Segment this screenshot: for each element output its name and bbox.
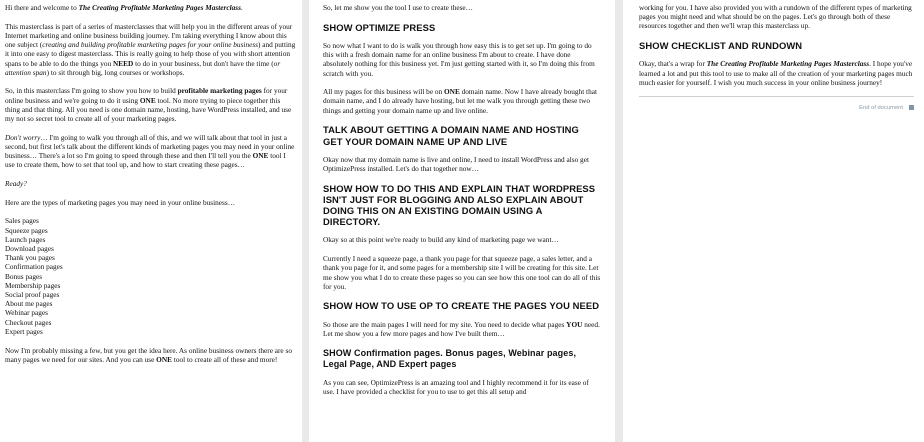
heading-use-op: SHOW HOW TO USE OP TO CREATE THE PAGES YOU NEED <box>323 300 600 312</box>
closing-text-b: tool to create all of these and more! <box>171 354 278 364</box>
para3-text-a: … I'm going to walk you through all of this, and we will talk about that tool in just a second, but first let's talk about the different kinds of marketing pages you may need in your online business… There's a lot so I'm going to speed through these and then I'll tell you the <box>5 132 295 161</box>
list-item: Sales pages <box>5 216 39 226</box>
para1-need: NEED <box>113 58 134 68</box>
para2-strong: profitable marketing pages <box>177 86 262 96</box>
wrap-text-b: . I hope you've learned a lot and put this tool to use to make all of the creation of your marketing pages much much easier for yourself. I wish you much success in your online business journey! <box>639 59 913 87</box>
heading-checklist: SHOW CHECKLIST AND RUNDOWN <box>639 40 803 52</box>
resources-paragraph: working for you. I have also provided you with a rundown of the different types of marketing pages you might need and what should be on the pages. Let's go through both of these resources together and then we'll wrap this masterclass up. <box>639 3 912 31</box>
para3-one: ONE <box>252 151 269 161</box>
main-pages-text-b: need. Let me show you a few more pages and how I've built them… <box>323 319 600 338</box>
para1-emphasis-1: creating and building profitable marketing pages for your online business <box>42 40 259 50</box>
closing-one: ONE <box>156 354 172 364</box>
list-item: Membership pages <box>5 280 61 290</box>
ready-paragraph <box>5 179 296 188</box>
para1-text-c: to do in your business, but don't have the time ( <box>133 58 274 68</box>
recommendation-paragraph: As you can see, OptimizePress is an amazing tool and I highly recommend it for its ease of use. I have provided a checklist for you to use to get this all setup and <box>323 377 589 397</box>
intro-end: . <box>240 3 243 12</box>
heading-confirmation-pages: SHOW Confirmation pages. Bonus pages, Webinar pages, Legal Page, AND Expert pages <box>323 347 577 369</box>
para3-text-b: tool I use to create them, how to set that tool up, and how to start creating these pages… <box>5 151 286 170</box>
heading-domain-hosting: TALK ABOUT GETTING A DOMAIN NAME AND HOSTING GET YOUR DOMAIN NAME UP AND LIVE <box>323 124 579 147</box>
ready-build-paragraph: Okay so at this point we're ready to build any kind of marketing page we want… <box>323 235 559 245</box>
para1-text-b: ) and putting it into one easy to digest masterclass. This is really going to help those of you with short attention spans to be able to do the things you <box>5 40 296 68</box>
ready-text: Ready? <box>5 179 27 189</box>
para1-text-a: This masterclass is part of a series of masterclasses that will help you in the different areas of your Internet marketing and online business building journey. I'm taking everything I know about this one subject ( <box>5 21 293 50</box>
intro-paragraph <box>5 3 296 12</box>
masterclass-title: The Creating Profitable Marketing Pages Masterclass <box>78 3 241 12</box>
main-pages-paragraph <box>323 320 601 338</box>
domain-one: ONE <box>444 87 460 97</box>
domain-text-b: domain name. Now I have already bought that domain name, and I do already have hosting, but let me walk you through getting these two things and getting your domain name up and live online. <box>323 87 597 115</box>
heading-optimize-press: SHOW OPTIMIZE PRESS <box>323 21 436 33</box>
para2-one: ONE <box>139 95 156 105</box>
list-item: About me pages <box>5 299 53 309</box>
list-item: Webinar pages <box>5 308 48 318</box>
tool-intro-paragraph: So, let me show you the tool I use to create these… <box>323 3 473 12</box>
document-page-3 <box>623 0 924 442</box>
para2-text-c: tool. No more trying to piece together this thing and that thing. All you need is one domain name, hosting, have WordPress installed, and use my not so secret tool to create all of your marketing pages. <box>5 95 292 124</box>
page-types-list <box>5 216 296 336</box>
list-item: Expert pages <box>5 326 43 336</box>
para2-text-b: for your online business and we're going to do it using <box>5 86 288 105</box>
heading-wordpress: SHOW HOW TO DO THIS AND EXPLAIN THAT WORDPRESS ISN'T JUST FOR BLOGGING AND ALSO EXPLAIN ABOUT DOING THIS ON AN EXISTING DOMAIN USING A DIRECTORY. <box>323 182 596 228</box>
document-page-2 <box>309 0 615 442</box>
dont-worry-emphasis: Don't worry <box>5 132 41 142</box>
end-of-document-label: End of document <box>859 105 903 112</box>
document-page-1 <box>0 0 302 442</box>
list-item: Thank you pages <box>5 253 55 263</box>
main-pages-text-a: So those are the main pages I will need for my site. You need to decide what pages <box>323 319 567 329</box>
wrap-paragraph <box>639 59 914 87</box>
install-paragraph: Okay now that my domain name is live and online, I need to install WordPress and also get OptimizePress installed. Let's do that together now… <box>323 154 589 173</box>
dont-worry-paragraph <box>5 133 296 170</box>
closing-paragraph <box>5 346 296 364</box>
list-item: Download pages <box>5 244 54 254</box>
one-tool-paragraph <box>5 86 296 123</box>
list-item: Bonus pages <box>5 271 43 281</box>
para1-emphasis-2: or attention span <box>5 58 281 77</box>
closing-text-a: Now I'm probably missing a few, but you get the idea here. As online business owners there are so many pages we need for our sites. And you can use <box>5 345 292 364</box>
wrap-title: The Creating Profitable Marketing Pages Masterclass <box>706 59 870 69</box>
end-marker-icon <box>909 105 914 110</box>
para1-text-d: ) to sit through big, long courses or workshops. <box>46 67 185 77</box>
needs-paragraph: Currently I need a squeeze page, a thank you page for that squeeze page, a sales letter, and a thank you page for it, and some pages for a membership site I will be creating for this site. Let me show you what I do to create these pages so you can see how this one tool can do all of this for you. <box>323 254 601 291</box>
list-item: Social proof pages <box>5 290 60 300</box>
intro-text: Hi there and welcome to <box>5 3 79 12</box>
main-pages-you: YOU <box>566 319 583 329</box>
end-divider <box>639 96 914 97</box>
page-types-intro: Here are the types of marketing pages you may need in your online business… <box>5 197 235 207</box>
list-item: Launch pages <box>5 234 46 244</box>
end-of-document <box>639 104 914 113</box>
setup-paragraph: So now what I want to do is walk you through how easy this is to get set up. I'm going to do this with a fresh domain name for an online business I'm about to create. I have done absolutely nothing for this business yet. I'm just getting started with it, so I'm doing this from scratch with you. <box>323 40 595 78</box>
masterclass-description <box>5 22 296 77</box>
list-item: Checkout pages <box>5 317 52 327</box>
domain-text-a: All my pages for this business will be on <box>323 87 444 97</box>
list-item: Squeeze pages <box>5 225 48 235</box>
list-item: Confirmation pages <box>5 262 63 272</box>
domain-paragraph <box>323 87 601 115</box>
para2-text-a: So, in this masterclass I'm going to show you how to build <box>5 86 178 96</box>
wrap-text-a: Okay, that's a wrap for <box>639 59 707 69</box>
